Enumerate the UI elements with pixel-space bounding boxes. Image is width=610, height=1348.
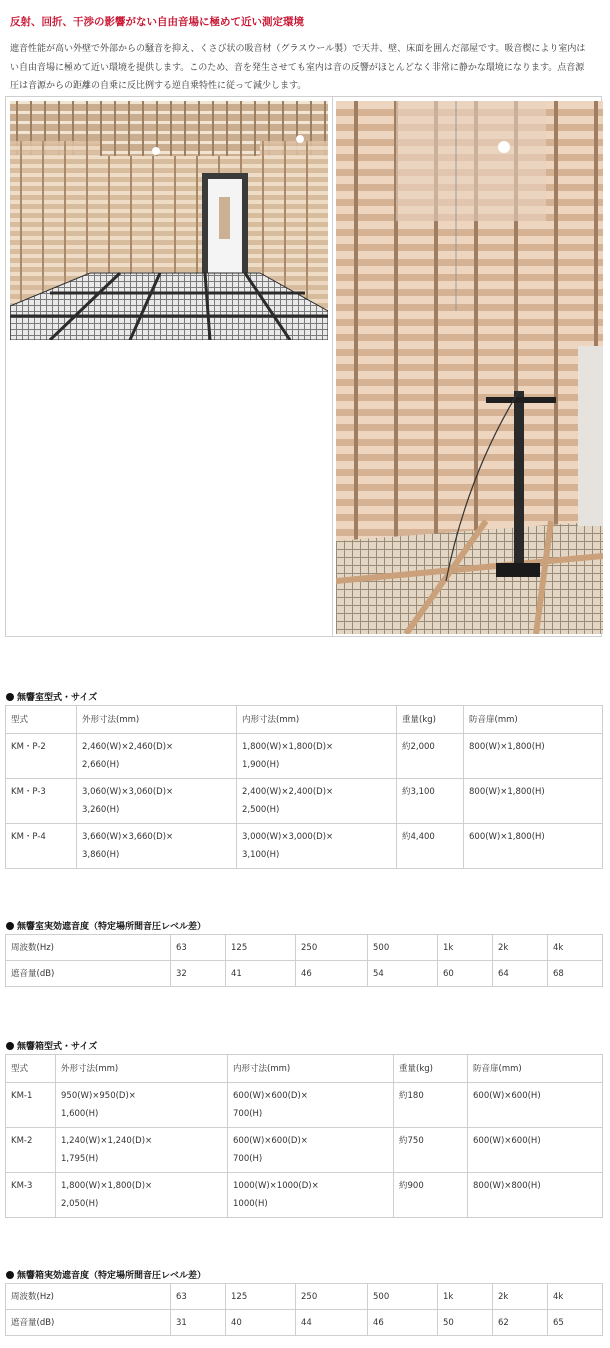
table-row (6, 824, 603, 869)
box-spec-title-text: 無響箱型式・サイズ (17, 1042, 98, 1052)
model-cell: KM・P-4 (6, 824, 77, 869)
outer-size-cell: 3,660(W)×3,660(D)× 3,860(H) (77, 824, 237, 869)
intro-line: い自由音場に極めて近い環境を提供します。このため、音を発生させても室内は音の反響がほとんどなく非常に静かな環境になります。点音源 (10, 62, 585, 73)
freq-cell: 4k (548, 935, 603, 961)
freq-cell: 63 (171, 1284, 226, 1310)
freq-cell: 125 (226, 935, 296, 961)
table-row (6, 1128, 603, 1173)
table-row (6, 1173, 603, 1218)
inner-size-cell: 1,800(W)×1,800(D)× 1,900(H) (237, 734, 397, 779)
model-cell: KM-1 (6, 1083, 56, 1128)
door-cell: 600(W)×600(H) (468, 1083, 603, 1128)
anechoic-room-detail-photo (336, 101, 603, 634)
room-spec-table (5, 705, 603, 869)
row-label: 遮音量(dB) (6, 961, 171, 987)
photo-grid (5, 96, 602, 637)
freq-cell: 250 (296, 935, 368, 961)
row-label: 周波数(Hz) (6, 1284, 171, 1310)
frequency-row (6, 1284, 603, 1310)
col-header: 重量(kg) (394, 1055, 468, 1083)
col-header: 防音扉(mm) (464, 706, 603, 734)
freq-cell: 1k (438, 935, 493, 961)
room-attenuation-title (6, 919, 206, 932)
outer-size-cell: 950(W)×950(D)× 1,600(H) (56, 1083, 228, 1128)
section-heading: 反射、回折、干渉の影響がない自由音場に極めて近い測定環境 (10, 16, 304, 28)
freq-cell: 2k (493, 935, 548, 961)
freq-cell: 63 (171, 935, 226, 961)
db-cell: 50 (438, 1310, 493, 1336)
db-cell: 54 (368, 961, 438, 987)
attenuation-row (6, 1310, 603, 1336)
db-cell: 32 (171, 961, 226, 987)
col-header: 型式 (6, 706, 77, 734)
col-header: 重量(kg) (397, 706, 464, 734)
frequency-row (6, 935, 603, 961)
freq-cell: 500 (368, 1284, 438, 1310)
col-header: 内形寸法(mm) (228, 1055, 394, 1083)
db-cell: 62 (493, 1310, 548, 1336)
db-cell: 64 (493, 961, 548, 987)
inner-size-cell: 600(W)×600(D)× 700(H) (228, 1128, 394, 1173)
col-header: 型式 (6, 1055, 56, 1083)
model-cell: KM-3 (6, 1173, 56, 1218)
outer-size-cell: 3,060(W)×3,060(D)× 3,260(H) (77, 779, 237, 824)
anechoic-room-photo (10, 101, 328, 340)
freq-cell: 1k (438, 1284, 493, 1310)
weight-cell: 約750 (394, 1128, 468, 1173)
col-header: 防音扉(mm) (468, 1055, 603, 1083)
door-cell: 800(W)×1,800(H) (464, 779, 603, 824)
freq-cell: 250 (296, 1284, 368, 1310)
db-cell: 46 (296, 961, 368, 987)
table-header-row (6, 1055, 603, 1083)
db-cell: 31 (171, 1310, 226, 1336)
photo-divider (332, 97, 333, 636)
room-attenuation-title-text: 無響室実効遮音度（特定場所間音圧レベル差） (17, 922, 207, 932)
room-attenuation-table (5, 934, 603, 987)
attenuation-row (6, 961, 603, 987)
intro-line: 圧は音源からの距離の自乗に反比例する逆自乗特性に従って減少します。 (10, 81, 307, 91)
room-spec-title (6, 690, 97, 703)
table-row (6, 734, 603, 779)
room-spec-title-text: 無響室型式・サイズ (17, 693, 98, 703)
db-cell: 44 (296, 1310, 368, 1336)
row-label: 周波数(Hz) (6, 935, 171, 961)
weight-cell: 約900 (394, 1173, 468, 1218)
door-cell: 800(W)×1,800(H) (464, 734, 603, 779)
box-spec-table (5, 1054, 603, 1218)
outer-size-cell: 2,460(W)×2,460(D)× 2,660(H) (77, 734, 237, 779)
inner-size-cell: 3,000(W)×3,000(D)× 3,100(H) (237, 824, 397, 869)
box-attenuation-table (5, 1283, 603, 1336)
model-cell: KM・P-2 (6, 734, 77, 779)
bullet-icon (6, 1042, 14, 1050)
db-cell: 65 (548, 1310, 603, 1336)
col-header: 外形寸法(mm) (77, 706, 237, 734)
inner-size-cell: 1000(W)×1000(D)× 1000(H) (228, 1173, 394, 1218)
table-row (6, 1083, 603, 1128)
db-cell: 41 (226, 961, 296, 987)
db-cell: 68 (548, 961, 603, 987)
freq-cell: 500 (368, 935, 438, 961)
door-cell: 800(W)×800(H) (468, 1173, 603, 1218)
intro-paragraph (10, 40, 602, 96)
weight-cell: 約2,000 (397, 734, 464, 779)
db-cell: 60 (438, 961, 493, 987)
row-label: 遮音量(dB) (6, 1310, 171, 1336)
inner-size-cell: 2,400(W)×2,400(D)× 2,500(H) (237, 779, 397, 824)
bullet-icon (6, 693, 14, 701)
box-attenuation-title (6, 1268, 206, 1281)
bullet-icon (6, 1271, 14, 1279)
freq-cell: 125 (226, 1284, 296, 1310)
col-header: 内形寸法(mm) (237, 706, 397, 734)
intro-line: 遮音性能が高い外壁で外部からの騒音を抑え、くさび状の吸音材（グラスウール製）で天井、壁、床面を囲んだ部屋です。吸音楔により室内は (10, 44, 586, 54)
db-cell: 40 (226, 1310, 296, 1336)
db-cell: 46 (368, 1310, 438, 1336)
outer-size-cell: 1,240(W)×1,240(D)× 1,795(H) (56, 1128, 228, 1173)
box-spec-title (6, 1039, 97, 1052)
door-cell: 600(W)×1,800(H) (464, 824, 603, 869)
model-cell: KM・P-3 (6, 779, 77, 824)
col-header: 外形寸法(mm) (56, 1055, 228, 1083)
weight-cell: 約180 (394, 1083, 468, 1128)
outer-size-cell: 1,800(W)×1,800(D)× 2,050(H) (56, 1173, 228, 1218)
inner-size-cell: 600(W)×600(D)× 700(H) (228, 1083, 394, 1128)
bullet-icon (6, 922, 14, 930)
weight-cell: 約4,400 (397, 824, 464, 869)
table-header-row (6, 706, 603, 734)
freq-cell: 2k (493, 1284, 548, 1310)
box-attenuation-title-text: 無響箱実効遮音度（特定場所間音圧レベル差） (17, 1271, 207, 1281)
table-row (6, 779, 603, 824)
model-cell: KM-2 (6, 1128, 56, 1173)
weight-cell: 約3,100 (397, 779, 464, 824)
freq-cell: 4k (548, 1284, 603, 1310)
door-cell: 600(W)×600(H) (468, 1128, 603, 1173)
